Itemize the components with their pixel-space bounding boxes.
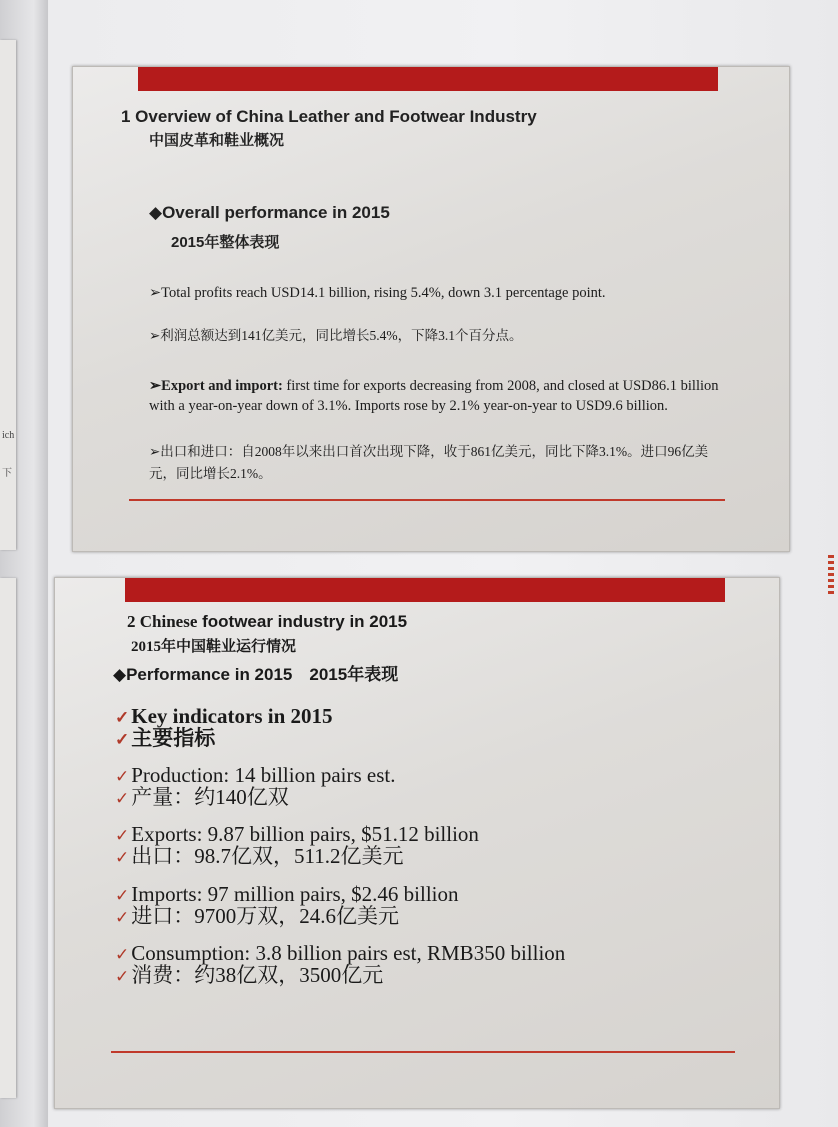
item-text: Exports: 9.87 billion pairs, $51.12 billion xyxy=(131,822,479,846)
item-text: Consumption: 3.8 billion pairs est, RMB350 billion xyxy=(131,941,566,965)
check-icon: ✓ xyxy=(115,708,130,727)
item-text-cn: 产量：约140亿双 xyxy=(131,785,289,809)
check-icon: ✓ xyxy=(115,886,130,905)
export-text: first time for exports decreasing from 2008, and closed at USD86.1 billion with a year-on-year down of 3.1%. Imports rose by 2.1% year-on-year to USD9.6 billion. xyxy=(149,378,719,414)
check-icon: ✓ xyxy=(115,789,130,808)
item-text: Imports: 97 million pairs, $2.46 billion xyxy=(131,882,459,906)
item-text: Key indicators in 2015 xyxy=(131,704,333,728)
check-icon: ✓ xyxy=(115,908,130,927)
list-item xyxy=(115,943,565,987)
check-icon: ✓ xyxy=(115,848,130,867)
export-label: ➢Export and import: xyxy=(149,378,283,394)
edge-text: ich xyxy=(2,430,15,441)
slide-footwear-2015 xyxy=(54,577,780,1109)
export-paragraph xyxy=(149,376,719,416)
section-heading: ◆Overall performance in 2015 xyxy=(149,203,390,222)
slide-title-text: footwear industry in 2015 xyxy=(197,612,408,631)
check-icon: ✓ xyxy=(115,826,130,845)
item-text: Production: 14 billion pairs est. xyxy=(131,763,396,787)
slide-header-bar xyxy=(138,67,718,91)
list-item xyxy=(115,824,479,868)
check-icon: ✓ xyxy=(115,730,130,749)
slide-footer-line xyxy=(111,1051,735,1053)
slide-title-cn: 2015年中国鞋业运行情况 xyxy=(131,639,297,655)
export-paragraph-cn: ➢出口和进口：自2008年以来出口首次出现下降，收于861亿美元，同比下降3.1%。进口96亿美元，同比增长2.1%。 xyxy=(149,444,709,481)
item-text-cn: 出口：98.7亿双，511.2亿美元 xyxy=(131,844,404,868)
item-text-cn: 消费：约38亿双，3500亿元 xyxy=(131,963,384,987)
slide-overview xyxy=(72,66,790,552)
edge-text: 下 xyxy=(2,468,12,479)
section-heading-cn: 2015年整体表现 xyxy=(171,234,280,251)
slide-footer-line xyxy=(129,499,725,501)
item-text-cn: 进口：9700万双，24.6亿美元 xyxy=(131,904,399,928)
check-icon: ✓ xyxy=(115,967,130,986)
list-item xyxy=(115,706,333,750)
slide-header-bar xyxy=(125,578,725,602)
slide-title-cn: 中国皮革和鞋业概况 xyxy=(149,132,285,149)
list-item xyxy=(115,884,459,928)
slide-title-number: 2 Chinese xyxy=(127,612,198,631)
profit-paragraph: ➢Total profits reach USD14.1 billion, rising 5.4%, down 3.1 percentage point. xyxy=(149,285,606,301)
section-heading: ◆Performance in 2015 2015年表现 xyxy=(113,665,399,684)
slide-title: 1 Overview of China Leather and Footwear Industry xyxy=(121,107,537,126)
slide-title xyxy=(127,612,407,632)
adjacent-slide-edge-bottom xyxy=(0,578,16,1098)
check-icon: ✓ xyxy=(115,945,130,964)
item-text-cn: 主要指标 xyxy=(131,726,216,750)
right-edge-mark xyxy=(828,555,834,595)
profit-paragraph-cn: ➢利润总额达到141亿美元，同比增长5.4%，下降3.1个百分点。 xyxy=(149,328,523,343)
check-icon: ✓ xyxy=(115,767,130,786)
list-item xyxy=(115,765,395,809)
